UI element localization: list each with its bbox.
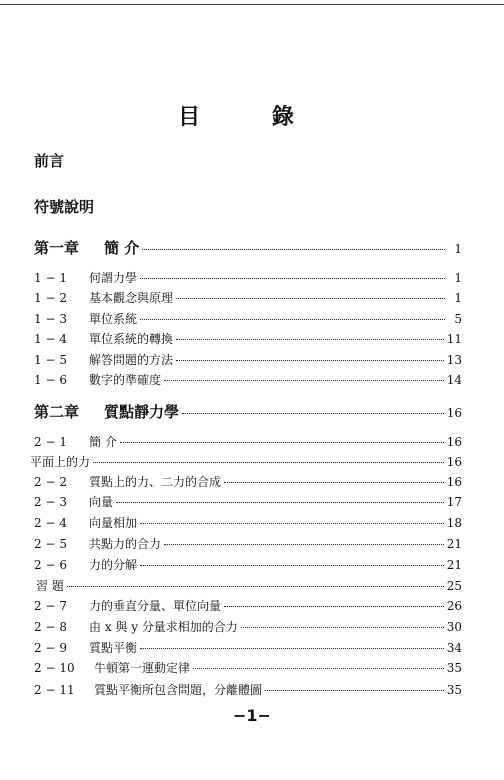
leader-dots: [140, 648, 444, 649]
page-ref: 16: [446, 435, 462, 449]
page-ref: 21: [446, 537, 462, 551]
leader-dots: [182, 413, 444, 414]
page-ref: 1: [454, 271, 462, 285]
page-ref: 34: [446, 641, 462, 655]
preface-heading[interactable]: 前言: [34, 152, 65, 170]
section-title: 共點力的合力: [89, 537, 162, 551]
page-number: −1−: [233, 706, 271, 725]
page-ref: 35: [446, 683, 462, 697]
toc-entry[interactable]: [36, 578, 462, 594]
toc-entry[interactable]: [34, 536, 462, 552]
leader-dots: [140, 319, 445, 320]
page-ref: 16: [446, 406, 462, 420]
section-title: 牛頓第一運動定律: [94, 661, 191, 675]
section-title: 基本觀念與原理: [89, 291, 174, 305]
section-number: 1 − 2: [34, 291, 67, 305]
section-number: 2 − 4: [34, 516, 67, 530]
leader-dots: [224, 606, 444, 607]
page-ref: 17: [446, 495, 462, 509]
leader-dots: [265, 690, 444, 691]
section-title: 何謂力學: [89, 271, 138, 285]
leader-dots: [193, 668, 444, 669]
toc-entry[interactable]: [34, 557, 462, 573]
section-title: 質點上的力、二力的合成: [89, 475, 222, 489]
leader-dots: [140, 565, 444, 566]
leader-dots: [164, 380, 444, 381]
section-number: 2 − 10: [34, 661, 75, 675]
toc-entry[interactable]: [34, 331, 462, 347]
section-title: 質點平衡所包含問題，分離體圖: [94, 683, 263, 697]
section-number: 1 − 6: [34, 373, 67, 387]
toc-entry[interactable]: [34, 494, 462, 510]
leader-dots: [120, 442, 444, 443]
leader-dots: [67, 586, 444, 587]
leader-dots: [224, 482, 444, 483]
toc-entry[interactable]: [34, 619, 462, 635]
chapter-title: 簡 介: [104, 239, 140, 257]
toc-entry[interactable]: [34, 598, 462, 614]
toc-entry[interactable]: [34, 311, 462, 327]
section-number: 1 − 3: [34, 312, 67, 326]
page-ref: 30: [446, 620, 462, 634]
section-title: 力的垂直分量、單位向量: [89, 599, 222, 613]
toc-entry[interactable]: [34, 270, 462, 286]
chapter-number: 第二章: [34, 403, 80, 421]
section-number: 1 − 1: [34, 271, 67, 285]
toc-chapter-2[interactable]: [34, 402, 462, 422]
leader-dots: [176, 298, 445, 299]
toc-chapter-1[interactable]: [34, 238, 462, 258]
section-number: 2 − 9: [34, 641, 67, 655]
section-title: 數字的準確度: [89, 373, 162, 387]
page-ref: 35: [446, 661, 462, 675]
page-ref: 21: [446, 558, 462, 572]
page-ref: 14: [446, 373, 462, 387]
leader-dots: [142, 249, 445, 250]
section-title: 解答問題的方法: [89, 353, 174, 367]
leader-dots: [140, 278, 445, 279]
page-title: 目 錄: [178, 105, 326, 130]
section-number: 2 − 3: [34, 495, 67, 509]
symbols-heading[interactable]: 符號說明: [34, 198, 95, 216]
leader-dots: [176, 339, 444, 340]
leader-dots: [93, 462, 444, 463]
page-ref: 5: [454, 312, 462, 326]
page-ref: 1: [454, 242, 462, 256]
top-rule: [0, 4, 504, 5]
chapter-title: 質點靜力學: [104, 403, 180, 421]
leader-dots: [164, 544, 444, 545]
leader-dots: [116, 502, 444, 503]
toc-entry[interactable]: [34, 515, 462, 531]
section-number: 2 − 6: [34, 558, 67, 572]
section-title: 向量相加: [89, 516, 138, 530]
section-title: 平面上的力: [30, 455, 91, 469]
page-ref: 25: [446, 579, 462, 593]
section-title: 向量: [89, 495, 114, 509]
section-title: 力的分解: [89, 558, 138, 572]
page-ref: 26: [446, 599, 462, 613]
section-title: 由 x 與 y 分量求相加的合力: [89, 620, 238, 634]
toc-entry[interactable]: [34, 352, 462, 368]
section-title: 簡 介: [89, 435, 117, 449]
toc-entry[interactable]: [34, 434, 462, 450]
page-ref: 16: [446, 455, 462, 469]
toc-entry[interactable]: [34, 372, 462, 388]
page-ref: 11: [446, 332, 462, 346]
toc-entry[interactable]: [34, 474, 462, 490]
page-ref: 1: [454, 291, 462, 305]
section-number: 1 − 4: [34, 332, 67, 346]
leader-dots: [241, 627, 444, 628]
page-ref: 16: [446, 475, 462, 489]
toc-entry[interactable]: [34, 660, 462, 676]
section-number: 2 − 1: [34, 435, 67, 449]
section-title: 質點平衡: [89, 641, 138, 655]
toc-entry[interactable]: [34, 290, 462, 306]
leader-dots: [176, 360, 444, 361]
page-ref: 18: [446, 516, 462, 530]
section-number: 2 − 2: [34, 475, 67, 489]
section-number: 2 − 5: [34, 537, 67, 551]
section-title: 習 題: [36, 579, 64, 593]
section-number: 1 − 5: [34, 353, 67, 367]
leader-dots: [140, 523, 444, 524]
section-number: 2 − 8: [34, 620, 67, 634]
page-ref: 13: [446, 353, 462, 367]
chapter-number: 第一章: [34, 239, 80, 257]
section-title: 單位系統的轉換: [89, 332, 174, 346]
toc-entry[interactable]: [30, 454, 462, 470]
toc-entry[interactable]: [34, 640, 462, 656]
toc-entry[interactable]: [34, 682, 462, 698]
section-title: 單位系統: [89, 312, 138, 326]
section-number: 2 − 11: [34, 683, 75, 697]
section-number: 2 − 7: [34, 599, 67, 613]
